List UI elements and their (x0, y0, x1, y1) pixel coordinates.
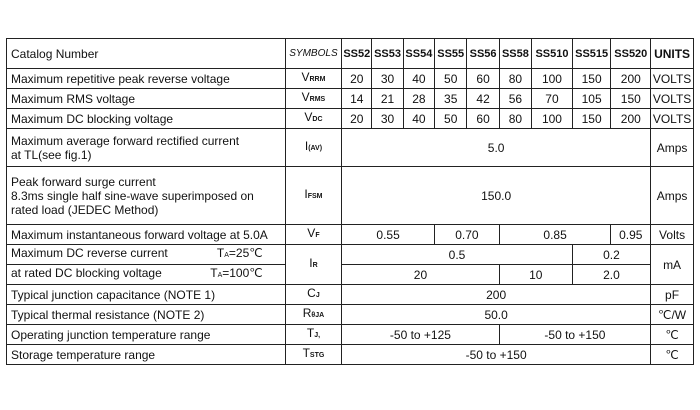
value-cell: 0.85 (499, 225, 611, 245)
model-header: SS58 (499, 39, 531, 69)
symbol: VF (285, 225, 341, 245)
value-cell: 40 (403, 69, 434, 89)
unit-cell: Volts (651, 225, 694, 245)
value-cell: 150.0 (342, 167, 651, 225)
value-cell: 30 (372, 109, 403, 129)
unit-cell: ℃ (651, 345, 694, 365)
unit-cell: pF (651, 285, 694, 305)
value-cell: 150 (572, 109, 611, 129)
value-cell: 0.55 (342, 225, 435, 245)
symbol: IFSM (285, 167, 341, 225)
parameter-label: Maximum DC reverse current TA=25℃ (7, 245, 286, 265)
symbol: TSTG (285, 345, 341, 365)
model-header: SS55 (435, 39, 467, 69)
parameter-label: Storage temperature range (7, 345, 286, 365)
parameter-label: Maximum DC blocking voltage (7, 109, 286, 129)
unit-cell: Amps (651, 129, 694, 167)
value-cell: 20 (342, 265, 500, 285)
value-cell: 0.5 (342, 245, 573, 265)
value-cell: 200 (342, 285, 651, 305)
value-cell: 56 (499, 89, 531, 109)
value-cell: 5.0 (342, 129, 651, 167)
row-cj (7, 285, 694, 305)
symbol: VDC (285, 109, 341, 129)
model-header: SS510 (532, 39, 573, 69)
header-row (7, 39, 694, 69)
value-cell: 10 (499, 265, 572, 285)
symbol: VRRM (285, 69, 341, 89)
parameter-label: Maximum instantaneous forward voltage at 5.0A (7, 225, 286, 245)
value-cell: 50 (435, 109, 467, 129)
model-header: SS515 (572, 39, 611, 69)
row-vf (7, 225, 694, 245)
value-cell: 50 (435, 69, 467, 89)
unit-cell: mA (651, 245, 694, 285)
symbol: RθJA (285, 305, 341, 325)
symbols-header: SYMBOLS (285, 39, 341, 69)
model-header: SS56 (467, 39, 499, 69)
unit-cell: VOLTS (651, 89, 694, 109)
value-cell: -50 to +150 (342, 345, 651, 365)
value-cell: 60 (467, 109, 499, 129)
unit-cell: VOLTS (651, 69, 694, 89)
value-cell: 20 (342, 69, 372, 89)
value-cell: 20 (342, 109, 372, 129)
row-ir-100c (7, 265, 694, 285)
row-vdc (7, 109, 694, 129)
parameter-label: Peak forward surge current 8.3ms single half sine-wave superimposed on rated load (JEDEC Method) (7, 167, 286, 225)
value-cell: 105 (572, 89, 611, 109)
value-cell: 0.2 (572, 245, 650, 265)
value-cell: 200 (611, 69, 651, 89)
row-ifsm (7, 167, 694, 225)
value-cell: 100 (532, 69, 573, 89)
row-tj (7, 325, 694, 345)
parameter-label: Maximum RMS voltage (7, 89, 286, 109)
unit-cell: ℃ (651, 325, 694, 345)
value-cell: -50 to +150 (499, 325, 650, 345)
value-cell: 14 (342, 89, 372, 109)
model-header: SS54 (403, 39, 434, 69)
parameter-label: Typical junction capacitance (NOTE 1) (7, 285, 286, 305)
row-rthja (7, 305, 694, 325)
unit-cell: ℃/W (651, 305, 694, 325)
symbol: IR (285, 245, 341, 285)
symbol: CJ (285, 285, 341, 305)
value-cell: 50.0 (342, 305, 651, 325)
specifications-table (6, 38, 694, 372)
parameter-label: Typical thermal resistance (NOTE 2) (7, 305, 286, 325)
value-cell: 70 (532, 89, 573, 109)
units-header: UNITS (651, 39, 694, 69)
value-cell: 150 (611, 89, 651, 109)
parameter-label: at rated DC blocking voltage TA=100℃ (7, 265, 286, 285)
value-cell: 21 (372, 89, 403, 109)
value-cell: 100 (532, 109, 573, 129)
value-cell: 150 (572, 69, 611, 89)
row-ir-25c (7, 245, 694, 265)
row-iav (7, 129, 694, 167)
value-cell: -50 to +125 (342, 325, 500, 345)
symbol: TJ, (285, 325, 341, 345)
parameter-label: Maximum average forward rectified current at TL(see fig.1) (7, 129, 286, 167)
row-vrrm (7, 69, 694, 89)
symbol: I(AV) (285, 129, 341, 167)
value-cell: 42 (467, 89, 499, 109)
value-cell: 60 (467, 69, 499, 89)
value-cell: 40 (403, 109, 434, 129)
value-cell: 30 (372, 69, 403, 89)
value-cell: 0.95 (611, 225, 651, 245)
value-cell: 0.70 (435, 225, 500, 245)
value-cell: 80 (499, 109, 531, 129)
parameter-label: Maximum repetitive peak reverse voltage (7, 69, 286, 89)
value-cell: 2.0 (572, 265, 650, 285)
unit-cell: VOLTS (651, 109, 694, 129)
model-header: SS52 (342, 39, 372, 69)
model-header: SS520 (611, 39, 651, 69)
parameter-label: Operating junction temperature range (7, 325, 286, 345)
value-cell: 80 (499, 69, 531, 89)
value-cell: 200 (611, 109, 651, 129)
row-vrms (7, 89, 694, 109)
value-cell: 35 (435, 89, 467, 109)
model-header: SS53 (372, 39, 403, 69)
symbol: VRMS (285, 89, 341, 109)
row-tstg (7, 345, 694, 365)
value-cell: 28 (403, 89, 434, 109)
catalog-number-header: Catalog Number (7, 39, 286, 69)
unit-cell: Amps (651, 167, 694, 225)
